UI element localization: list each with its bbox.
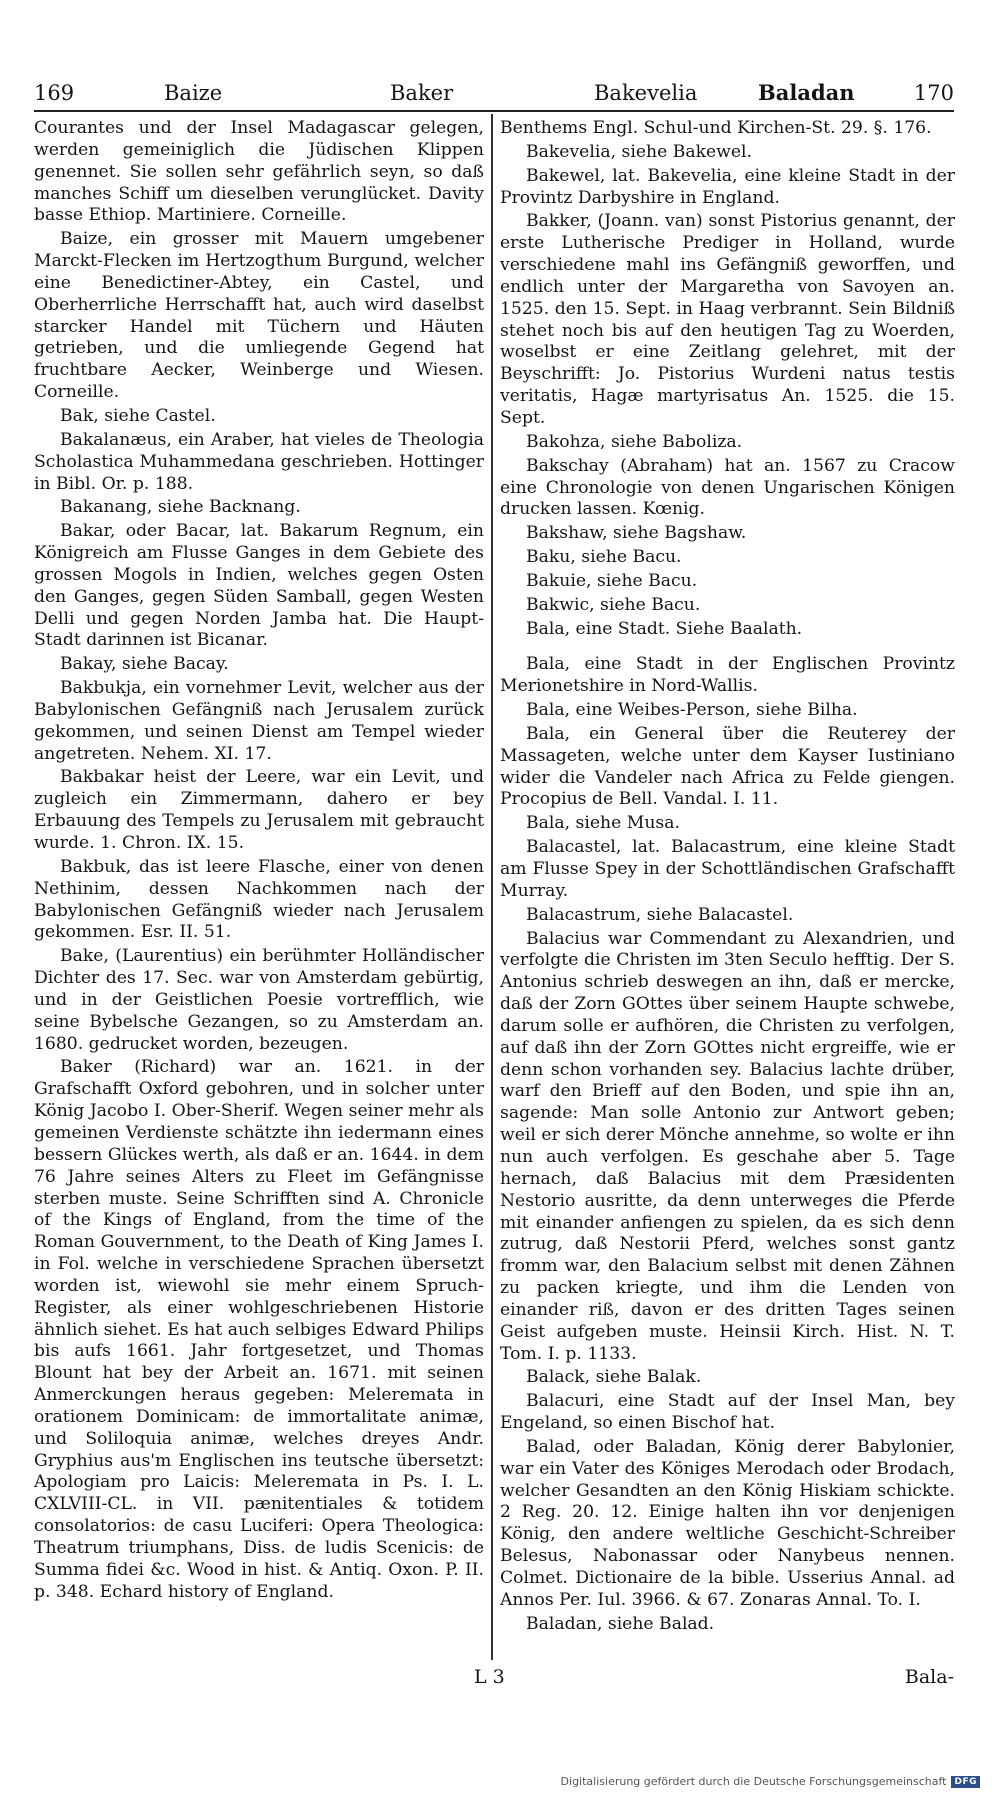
entry: Bakevelia, siehe Bakewel. (526, 141, 753, 162)
entry: Baladan, siehe Balad. (526, 1613, 715, 1634)
entry: Bala, eine Stadt. Siehe Baalath. (526, 618, 803, 639)
entry: Bakewel, lat. Bakevelia, eine kleine Stadt in der Provintz Darbyshire in England. (500, 165, 955, 208)
page-number-left: 169 (34, 81, 75, 105)
page-footer (34, 1662, 954, 1692)
entry: Bake, (Laurentius) ein berühmter Holländischer Dichter des 17. Sec. war von Amsterdam gebürtig, und in der Geistlichen Poesie vortrefflich, wie seine Bybelsche Gezangen, so zu Amsterdam an. 1680. gedrucket worden, bezeugen. (34, 946, 484, 1054)
entry: Baku, siehe Bacu. (526, 547, 682, 568)
entry: Balad, oder Baladan, König derer Babylonier, war ein Vater des Königes Merodach oder Brodach, welcher Gesandten an den König Hiskiam schickte. 2 Reg. 20. 12. Einige halten ihn vor denjenigen König, den andere weltliche Geschicht-Schreiber Belesus, Nabonassar oder Nanybeus nennen. Colmet. Dictionaire de la bible. Usserius Annal. ad Annos Per. Iul. 3966. & 67. Zonaras Annal. To. I. (500, 1436, 955, 1610)
entry: Bak, siehe Castel. (60, 405, 216, 426)
column-divider (491, 114, 493, 1660)
header-keyword-left-first: Baize (164, 81, 223, 105)
running-header (34, 76, 954, 110)
entry: Bakker, (Joann. van) sonst Pistorius genannt, der erste Lutherische Prediger in Holland, wurde verschiedene mahl ins Gefängniß geworffen, und endlich unter der Margaretha von Savoyen an. 1525. den 15. Sept. in Haag verbrannt. Sein Bildniß stehet noch bis auf den heutigen Tag zu Woerden, woselbst er eine Zeitlang gelehret, mit der Beyschrifft: Jo. Pistorius Wurdeni natus testis veritatis, Hagæ martyrisatus An. 1525. die 15. Sept. (500, 211, 955, 428)
left-column (34, 118, 484, 1660)
entry: Bakbukja, ein vornehmer Levit, welcher aus der Babylonischen Gefängniß nach Jerusalem zurück gekommen, und seinen Dienst am Tempel wieder angetreten. Nehem. XI. 17. (34, 678, 484, 764)
entry: Bakschay (Abraham) hat an. 1567 zu Cracow eine Chronologie von denen Ungarischen Königen drucken lassen. Kœnig. (500, 455, 955, 520)
header-keyword-right-last: Baladan (758, 80, 855, 105)
entry: Bakalanæus, ein Araber, hat vieles de Theologia Scholastica Muhammedana geschrieben. Hottinger in Bibl. Or. p. 188. (34, 429, 484, 494)
entry: Bakuie, siehe Bacu. (526, 570, 698, 591)
entry: Bakohza, siehe Baboliza. (526, 431, 743, 452)
catchword: Bala- (904, 1666, 954, 1688)
entry: Bala, eine Stadt in der Englischen Provintz Merionetshire in Nord-Wallis. (500, 654, 955, 697)
header-keyword-right-first: Bakevelia (594, 81, 698, 105)
entry: Courantes und der Insel Madagascar gelegen, werden gemeiniglich die Jüdischen Klippen genennet. Sie sollen sehr gefährlich seyn, so daß manches Schiff um dieselben verunglücket. Davity basse Ethiop. Martiniere. Corneille. (34, 118, 484, 226)
page-number-right: 170 (913, 81, 954, 105)
entry: Bala, eine Weibes-Person, siehe Bilha. (526, 700, 858, 721)
entry: Bakay, siehe Bacay. (60, 654, 229, 675)
digitization-credit (561, 1775, 980, 1788)
entry: Balacius war Commendant zu Alexandrien, und verfolgte die Christen im 3ten Seculo hefftig. Der S. Antonius schrieb deswegen an ihn, daß er mercke, daß der Zorn GOttes über seinem Haupte schwebe, darum solle er aufhören, die Christen zu verfolgen, auf daß ihn der Zorn GOttes nicht ergreiffe, wie er denn schon vorhanden sey. Balacius lachte drüber, warf den Brieff auf den Boden, und spie ihn an, sagende: Man solle Antonio zur Antwort geben; weil er sich derer Mönche annehme, so wolte er ihn nun auch verfolgen. Es geschahe aber 5. Tage hernach, daß Balacius mit dem Præsidenten Nestorio ausritte, da denn unterweges die Pferde mit einander anfiengen zu spielen, da es sich denn zutrug, daß Nestorii Pferd, welches sonst gantz fromm war, den Balacium selbst mit denen Zähnen zu packen kriegte, und ihm die Lenden von einander riß, davon er des dritten Tages seinen Geist aufgeben muste. Heinsii Kirch. Hist. N. T. Tom. I. p. 1133. (500, 928, 955, 1364)
entry: Bala, ein General über die Reuterey der Massageten, welche unter dem Kayser Iustiniano wider die Vandeler nach Africa zu Felde giengen. Procopius de Bell. Vandal. I. 11. (500, 723, 955, 810)
entry: Benthems Engl. Schul-und Kirchen-St. 29. §. 176. (500, 118, 932, 138)
entry: Balack, siehe Balak. (526, 1367, 702, 1388)
signature-mark: L 3 (474, 1666, 505, 1688)
entry: Baker (Richard) war an. 1621. in der Grafschafft Oxford gebohren, und in solcher unter König Jacobo I. Ober-Sherif. Wegen seiner mehr als gemeinen Verdienste schätzte ihn iedermann eines bessern Glückes werth, als daß er an. 1644. in dem 76 Jahre seines Alters zu Fleet im Gefängnisse sterben muste. Seine Schrifften sind A. Chronicle of the Kings of England, from the time of the Roman Gouvernment, to the Death of King James I. in Fol. welche in verschiedene Sprachen übersetzt worden ist, wiewohl sie mehr einem Spruch-Register, als einer wohlgeschriebenen Historie ähnlich siehet. Es hat auch selbiges Edward Philips bis aufs 1661. Jahr fortgesetzet, und Thomas Blount hat bey der Arbeit an. 1671. mit seinen Anmerckungen heraus gegeben: Meleremata in orationem Dominicam: de immortalitate animæ, und Soliloquia animæ, welches dreyes Andr. Gryphius aus'm Englischen ins teutsche übersetzt: Apologiam pro Laicis: Meleremata in Ps. I. L. CXLVIII-CL. in VII. pænitentiales & totidem consolatorios: de casu Luciferi: Opera Theologica: Theatrum triumphans, Diss. de ludis Scenicis: de Summa fidei &c. Wood in hist. & Antiq. Oxon. P. II. p. 348. Echard history of England. (34, 1057, 484, 1602)
header-keyword-left-last: Baker (390, 81, 454, 105)
entry: Baize, ein grosser mit Mauern umgebener Marckt-Flecken im Hertzogthum Burgund, welcher eine Benedictiner-Abtey, ein Castel, und Oberherrliche Herrschafft hat, auch wird daselbst starcker Handel mit Tüchern und Häuten getrieben, und die umliegende Gegend hat fruchtbare Aecker, Weinberge und Wiesen. Corneille. (34, 229, 484, 403)
entry: Bakanang, siehe Backnang. (60, 497, 301, 518)
entry: Bakbakar heist der Leere, war ein Levit, und zugleich ein Zimmermann, dahero er bey Erbauung des Tempels zu Jerusalem mit gebraucht wurde. 1. Chron. IX. 15. (34, 767, 484, 853)
header-rule (34, 110, 954, 112)
entry: Bakbuk, das ist leere Flasche, einer von denen Nethinim, dessen Nachkommen nach der Babylonischen Gefängniß wieder nach Jerusalem gekommen. Esr. II. 51. (34, 856, 484, 943)
right-column (500, 118, 955, 1660)
entry: Bakshaw, siehe Bagshaw. (526, 523, 747, 544)
entry: Bakar, oder Bacar, lat. Bakarum Regnum, ein Königreich am Flusse Ganges in dem Gebiete des grossen Mogols in Indien, welches gegen Osten den Ganges, gegen Süden Samball, gegen Westen Delli und gegen Norden Jamba hat. Die Haupt-Stadt darinnen ist Bicanar. (34, 521, 484, 651)
dfg-logo-icon: DFG (951, 1776, 980, 1788)
credit-text: Digitalisierung gefördert durch die Deutsche Forschungsgemeinschaft (560, 1775, 947, 1788)
entry: Bala, siehe Musa. (526, 813, 680, 834)
entry: Balacuri, eine Stadt auf der Insel Man, bey Engeland, so einen Bischof hat. (500, 1391, 955, 1434)
entry: Balacastel, lat. Balacastrum, eine kleine Stadt am Flusse Spey in der Schottländischen Grafschafft Murray. (500, 837, 955, 901)
entry: Bakwic, siehe Bacu. (526, 594, 701, 615)
entry: Balacastrum, siehe Balacastel. (526, 904, 794, 925)
